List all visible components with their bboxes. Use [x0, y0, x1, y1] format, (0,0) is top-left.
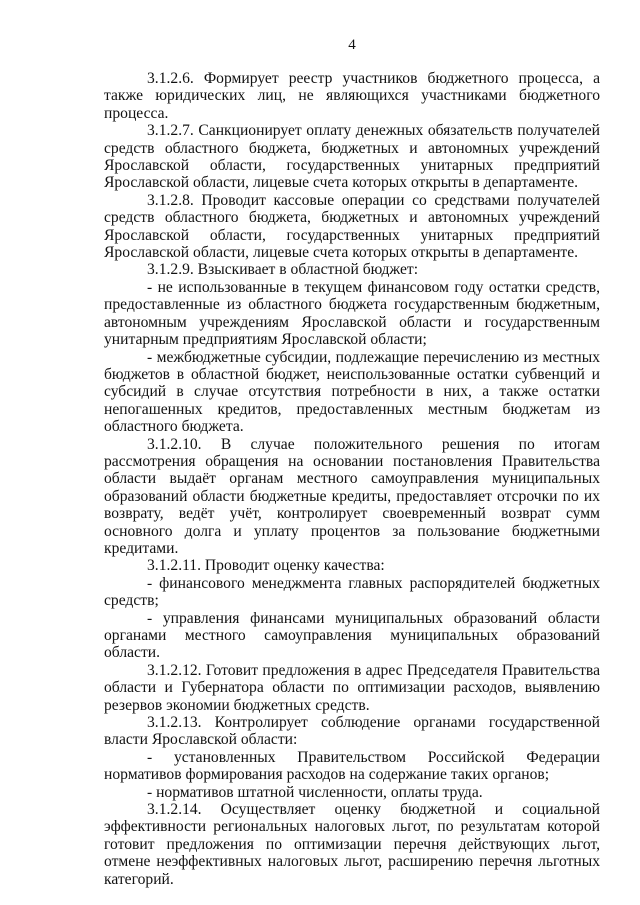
paragraph-3-1-2-11: 3.1.2.11. Проводит оценку качества:	[147, 557, 385, 575]
list-item-unused-balances: - не использованные в текущем финансовом году остатки средств, предоставленные из областного бюджета государственным бюджетным, автономным учреждениям Ярославской области и государственным унитарным предприятиям Ярославской области;	[104, 278, 600, 349]
paragraph-3-1-2-10: 3.1.2.10. В случае положительного решения по итогам рассмотрения обращения на основании постановления Правительства области выдаёт органам местного самоуправления муниципальных образований области бюджетные кредиты, предоставляет отсрочки по их возврату, ведёт учёт, контролирует своевременный возврат сумм основного долга и уплату процентов за пользование бюджетными кредитами.	[104, 435, 600, 557]
paragraph-3-1-2-8: 3.1.2.8. Проводит кассовые операции со средствами получателей средств областного бюджета, бюджетных и автономных учреждений Ярославской области, государственных унитарных предприятий Ярославской области, лицевые счета которых открыты в департаменте.	[104, 191, 600, 262]
paragraph-3-1-2-9: 3.1.2.9. Взыскивает в областной бюджет:	[147, 261, 419, 279]
list-item-municipal-finance: - управления финансами муниципальных образований области органами местного самоуправления муниципальных образований области.	[104, 609, 600, 662]
list-item-staffing-standards: - нормативов штатной численности, оплаты труда.	[147, 783, 483, 801]
list-item-interbudget-subsidies: - межбюджетные субсидии, подлежащие перечислению из местных бюджетов в областной бюджет, неиспользованные остатки субвенций и субсидий в случае отсутствия потребности в них, а также остатки непогашенных кредитов, предоставленных местным бюджетам из областного бюджета.	[104, 348, 600, 436]
page-number: 4	[348, 37, 356, 53]
list-item-expense-standards: - установленных Правительством Российской Федерации нормативов формирования расходов на содержание таких органов;	[104, 748, 600, 784]
paragraph-3-1-2-14: 3.1.2.14. Осуществляет оценку бюджетной и социальной эффективности региональных налоговых льгот, по результатам которой готовит предложения по оптимизации перечня действующих льгот, отмене неэффективных налоговых льгот, расширению перечня льготных категорий.	[104, 801, 600, 888]
paragraph-3-1-2-13: 3.1.2.13. Контролирует соблюдение органами государственной власти Ярославской области:	[104, 714, 600, 749]
paragraph-3-1-2-12: 3.1.2.12. Готовит предложения в адрес Председателя Правительства области и Губернатора области по оптимизации расходов, выявлению резервов экономии бюджетных средств.	[104, 661, 600, 714]
paragraph-3-1-2-7: 3.1.2.7. Санкционирует оплату денежных обязательств получателей средств областного бюджета, бюджетных и автономных учреждений Ярославской области, государственных унитарных предприятий Ярославской области, лицевые счета которых открыты в департаменте.	[104, 122, 600, 192]
list-item-financial-management: - финансового менеджмента главных распорядителей бюджетных средств;	[104, 574, 600, 610]
paragraph-3-1-2-6: 3.1.2.6. Формирует реестр участников бюджетного процесса, а также юридических лиц, не являющихся участниками бюджетного процесса.	[104, 70, 600, 122]
